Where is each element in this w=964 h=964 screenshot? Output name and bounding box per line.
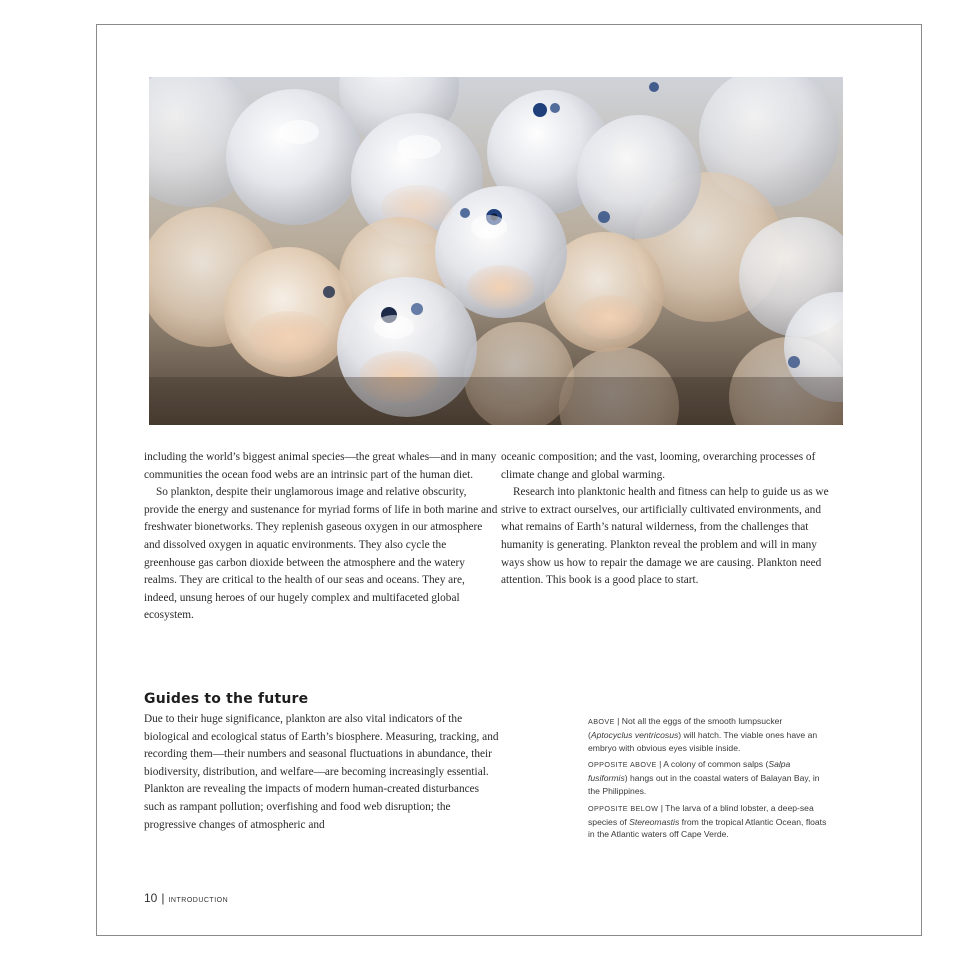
lumpsucker-eggs-photo xyxy=(149,77,843,425)
section-paragraph-1: Due to their huge significance, plankton are also vital indicators of the biological and ecological status of Earth’s biosphere. Measuring, tracking, and recording them—their numbers and seasonal fluctuations in abundance, their biodiversity, distribution, and welfare—are becoming increasingly essential. Plankton are revealing the impacts of modern human-created disturbances such as rampant pollution; overfishing and food web disruption; the progressive changes of atmospheric and xyxy=(144,713,499,831)
caption-label: OPPOSITE BELOW xyxy=(588,803,659,813)
caption-text: from the tropical Atlantic Ocean, floats in the Atlantic waters off Cape Verde. xyxy=(588,816,827,840)
page-footer xyxy=(144,889,228,907)
caption-label: ABOVE xyxy=(588,717,615,726)
caption-text: | Not all the eggs of the smooth lumpsucker ( xyxy=(588,716,783,740)
left-paragraph-1: including the world’s biggest animal species—the great whales—and in many communities the ocean food webs are an intrinsic part of the human diet. xyxy=(144,451,497,481)
photo-captions xyxy=(588,715,828,845)
section-name: INTRODUCTION xyxy=(168,897,229,904)
page-number: 10 xyxy=(144,891,158,905)
right-column-text xyxy=(501,449,841,590)
caption-species: Aptocyclus ventricosus xyxy=(590,729,679,740)
caption-text: ) hangs out in the coastal waters of Balayan Bay, in the Philippines. xyxy=(588,773,820,796)
right-paragraph-1: oceanic composition; and the vast, looming, overarching processes of climate change and global warming. xyxy=(501,451,816,481)
caption-text: | The larva of a blind lobster, a deep-sea species of xyxy=(588,802,814,827)
caption-opposite-above xyxy=(588,758,828,797)
book-page xyxy=(96,24,922,936)
left-paragraph-2: So plankton, despite their unglamorous image and relative obscurity, provide the energy and sustenance for myriad forms of life in both marine and freshwater bionetworks. They replenish gaseous oxygen in our atmosphere and dissolved oxygen in aquatic environments. They also cycle the greenhouse gas carbon dioxide between the atmosphere and the watery realms. They are critical to the health of our seas and oceans. They are, indeed, unsung heroes of our hugely complex and multifaceted global ecosystem. xyxy=(144,486,498,622)
caption-species: Salpa fusiformis xyxy=(588,759,791,784)
caption-opposite-below xyxy=(588,802,828,841)
section-heading: Guides to the future xyxy=(144,691,309,707)
caption-label: OPPOSITE ABOVE xyxy=(588,760,657,770)
right-paragraph-2: Research into planktonic health and fitness can help to guide us as we strive to extract ourselves, our artificially cultivated environments, and what remains of Earth’s natural wilderness, from the challenges that humanity is generating. Plankton reveal the problem and will in many ways show us how to repair the damage we are causing. Plankton need attention. This book is a good place to start. xyxy=(501,486,829,587)
footer-separator: | xyxy=(161,891,165,905)
left-column-text xyxy=(144,449,500,625)
section-text xyxy=(144,711,500,834)
caption-text: ) will hatch. The viable ones have an embryo with obvious eyes visible inside. xyxy=(588,729,818,753)
caption-above xyxy=(588,715,828,754)
caption-species: Stereomastis xyxy=(629,816,680,827)
caption-text: | A colony of common salps ( xyxy=(656,759,769,770)
